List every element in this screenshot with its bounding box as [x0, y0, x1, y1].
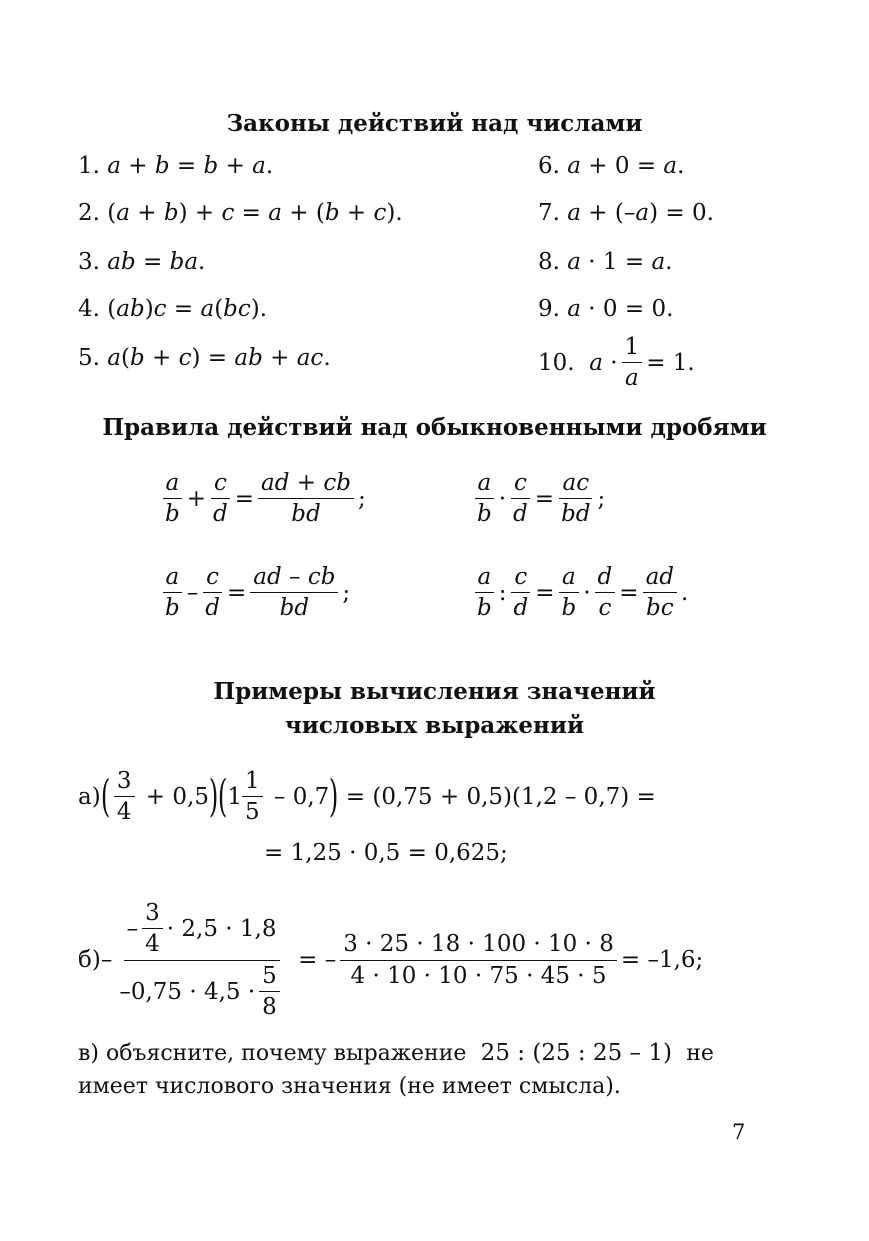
- law-number: 2.: [78, 200, 100, 226]
- fraction: $\frac{c}{d}$: [210, 470, 231, 528]
- fraction: $\frac{3}{4}$: [142, 900, 163, 958]
- example-b-result: = –1,6;: [620, 947, 704, 974]
- fraction: $\frac{ad + cb}{bd}$: [258, 470, 354, 528]
- law-6: 6. a + 0 = a.: [538, 153, 685, 179]
- example-label: б): [78, 947, 101, 974]
- fraction: $\frac{ad}{bc}$: [643, 564, 677, 622]
- law-10: 10. a · $\frac{1}{a}$ = 1.: [538, 334, 695, 392]
- law-number: 5.: [78, 345, 100, 371]
- rule-multiplication: $\frac{a}{b}$ · $\frac{c}{d}$ = $\frac{ac}{bd}$ ;: [470, 470, 605, 528]
- fraction: $\frac{a}{b}$: [474, 470, 495, 528]
- law-number: 8.: [538, 249, 560, 275]
- example-c-line-2: имеет числового значения (не имеет смысла).: [78, 1074, 621, 1099]
- fraction: $\frac{3 \cdot 25 \cdot 18 \cdot 100 \cdot 10 \cdot 8}{4 \cdot 10 \cdot 10 \cdot 75 \cdot 45 \cdot 5}$: [340, 931, 617, 989]
- fraction: $\frac{a}{b}$: [162, 470, 183, 528]
- fraction: $\frac{5}{8}$: [259, 963, 280, 1021]
- law-number: 7.: [538, 200, 560, 226]
- example-c-line-1: в) объясните, почему выражение 25 : (25 : 25 – 1) не: [78, 1040, 714, 1066]
- fraction: $\frac{1}{a}$: [622, 334, 643, 392]
- law-number: 1.: [78, 153, 100, 179]
- example-a-line-2: = 1,25 · 0,5 = 0,625;: [264, 840, 508, 866]
- fraction: $\frac{a}{b}$: [474, 564, 495, 622]
- example-a-line-1: а) ( $\frac{3}{4}$ + 0,5 ) ( 1 $\frac{1}{5}$ – 0,7 ) = (0,75 + 0,5)(1,2 – 0,7) =: [78, 768, 656, 826]
- fraction: $\frac{c}{d}$: [510, 564, 531, 622]
- law-5: 5. a(b + c) = ab + ac.: [78, 345, 331, 371]
- fraction: $\frac{1}{5}$: [242, 768, 263, 826]
- example-c-text: не: [686, 1041, 714, 1066]
- complex-fraction: – $\frac{3}{4}$ · 2,5 · 1,8 –0,75 · 4,5 · $\frac{5}{8}$: [116, 900, 286, 1021]
- law-number: 9.: [538, 296, 560, 322]
- fraction: $\frac{a}{b}$: [559, 564, 580, 622]
- laws-heading: Законы действий над числами: [226, 110, 643, 137]
- law-2: 2. (a + b) + c = a + (b + c).: [78, 200, 403, 226]
- rule-addition: $\frac{a}{b}$ + $\frac{c}{d}$ = $\frac{ad + cb}{bd}$ ;: [158, 470, 366, 528]
- examples-heading-line-1: Примеры вычисления значений: [213, 678, 656, 705]
- fraction: $\frac{c}{d}$: [202, 564, 223, 622]
- law-1: 1. a + b = b + a.: [78, 153, 274, 179]
- fraction: $\frac{d}{c}$: [595, 564, 616, 622]
- fractions-heading: Правила действий над обыкновенными дробями: [102, 414, 767, 441]
- fraction: $\frac{ad - cb}{bd}$: [250, 564, 338, 622]
- law-3: 3. ab = ba.: [78, 249, 206, 275]
- examples-heading-line-2: числовых выражений: [284, 712, 585, 739]
- rule-division: $\frac{a}{b}$ : $\frac{c}{d}$ = $\frac{a}{b}$ · $\frac{d}{c}$ = $\frac{ad}{bc}$ .: [470, 564, 688, 622]
- fraction: $\frac{3}{4}$: [114, 768, 135, 826]
- example-c-text: в) объясните, почему выражение: [78, 1041, 467, 1066]
- law-7: 7. a + (–a) = 0.: [538, 200, 714, 226]
- page-number: 7: [732, 1120, 746, 1144]
- law-4: 4. (ab)c = a(bc).: [78, 296, 268, 322]
- example-label: а): [78, 783, 101, 810]
- law-number: 3.: [78, 249, 100, 275]
- fraction: $\frac{ac}{bd}$: [561, 470, 591, 528]
- law-number: 10.: [538, 349, 575, 376]
- example-b: б) – – $\frac{3}{4}$ · 2,5 · 1,8 –0,75 · 4,5 · $\frac{5}{8}$ = – $\frac{3 \cdot 25 \cdot 18 \cdot 100 \cdot 10 \cdot 8}{4 \cdot 10 \cdot 10 \cdot 75 \cdot 45 \cdot 5}$ = –1,6;: [78, 900, 704, 1021]
- fraction: $\frac{c}{d}$: [510, 470, 531, 528]
- law-number: 4.: [78, 296, 100, 322]
- law-8: 8. a · 1 = a.: [538, 249, 673, 275]
- rule-subtraction: $\frac{a}{b}$ – $\frac{c}{d}$ = $\frac{ad - cb}{bd}$ ;: [158, 564, 350, 622]
- fraction: $\frac{a}{b}$: [162, 564, 183, 622]
- law-9: 9. a · 0 = 0.: [538, 296, 674, 322]
- law-number: 6.: [538, 153, 560, 179]
